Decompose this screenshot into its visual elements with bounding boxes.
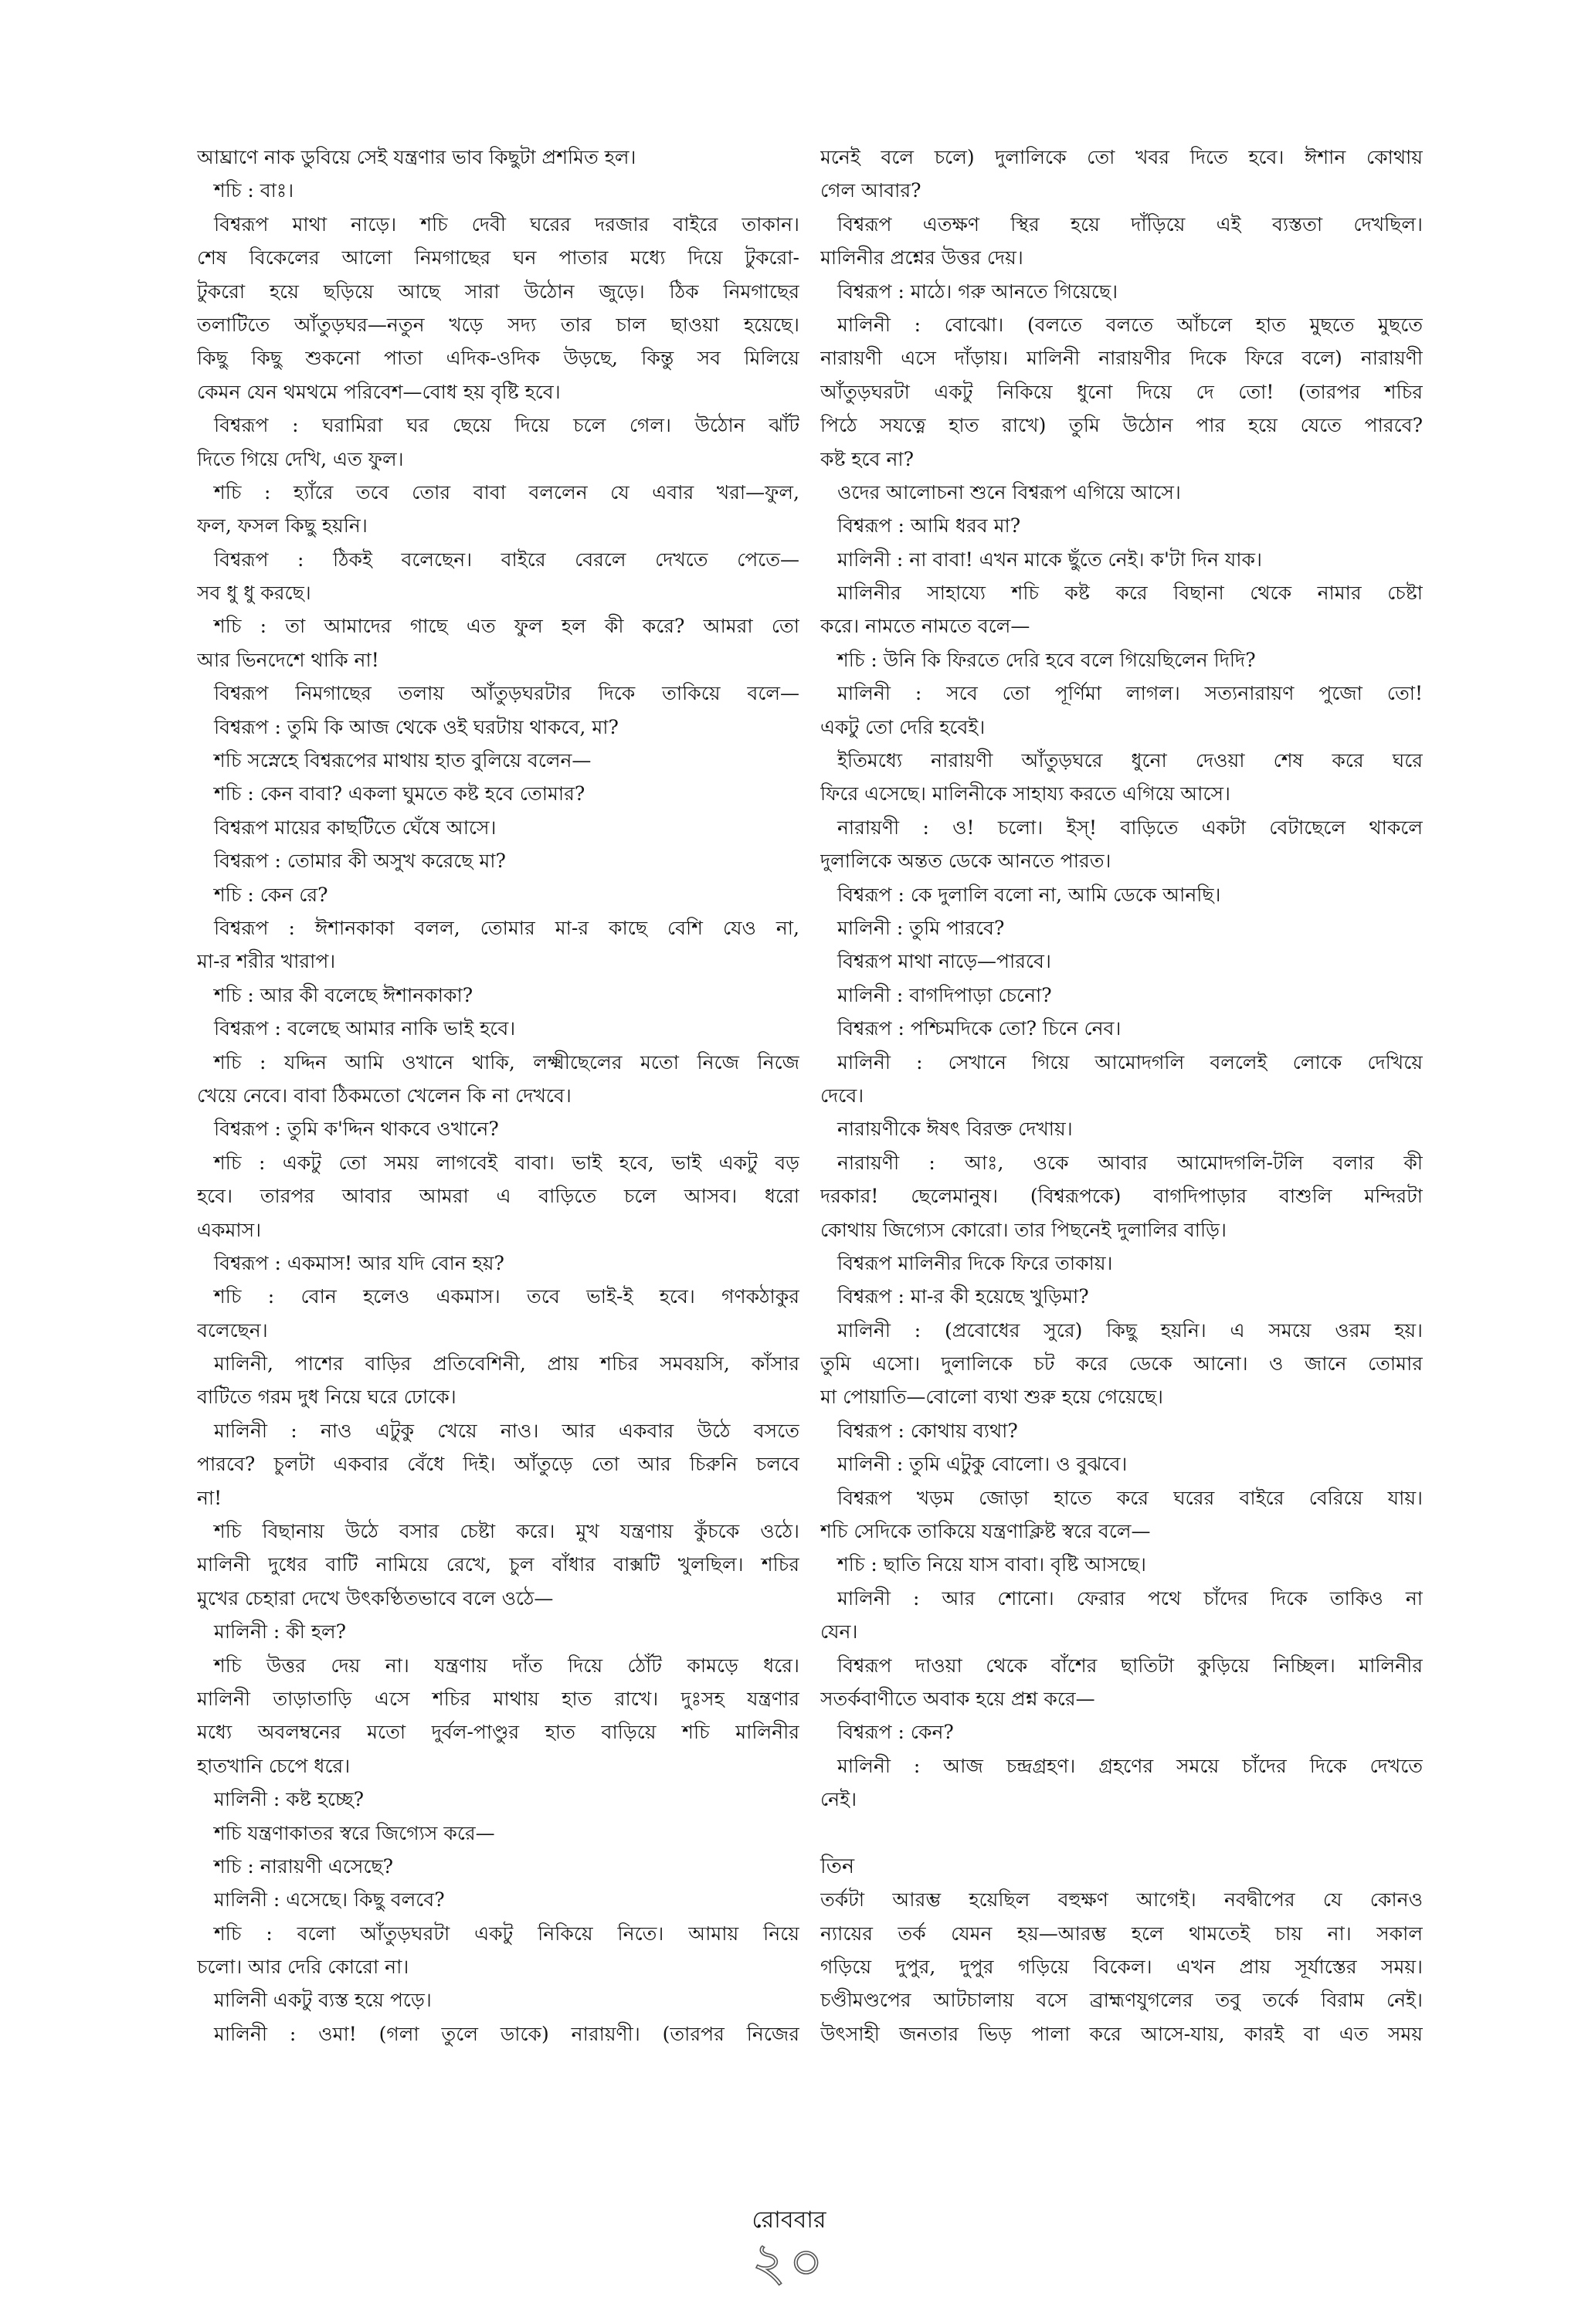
text-line: বিশ্বরূপ : আমি ধরব মা? — [837, 514, 1021, 538]
left-text-column — [197, 141, 799, 2051]
text-line: বিশ্বরূপ নিমগাছের তলায় আঁতুড়ঘরটার দিকে তাকিয়ে বলে— — [214, 682, 799, 705]
text-line: মালিনী : নাও এটুকু খেয়ে নাও। আর একবার উঠে বসতে — [214, 1419, 799, 1442]
text-line: মালিনী : আর শোনো। ফেরার পথে চাঁদের দিকে তাকিও না — [837, 1586, 1423, 1610]
text-line: শচি সস্নেহে বিশ্বরূপের মাথায় হাত বুলিয়ে বলেন— — [214, 749, 592, 772]
text-line: বিশ্বরূপ মায়ের কাছটিতে ঘেঁষে আসে। — [214, 816, 497, 839]
text-line: নেই। — [820, 1788, 857, 1811]
text-line: শেষ বিকেলের আলো নিমগাছের ঘন পাতার মধ্যে দিয়ে টুকরো- — [197, 246, 799, 270]
text-line: কোথায় জিগ্যেস কোরো। তার পিছনেই দুলালির বাড়ি। — [820, 1218, 1227, 1241]
text-line: টুকরো হয়ে ছড়িয়ে আছে সারা উঠোন জুড়ে। ঠিক নিমগাছের — [197, 280, 799, 303]
text-line: চণ্ডীমণ্ডপের আটচালায় বসে ব্রাহ্মণযুগলের তবু তর্কে বিরাম নেই। — [820, 1989, 1423, 2012]
text-line: নারায়ণীকে ঈষৎ বিরক্ত দেখায়। — [837, 1118, 1073, 1141]
text-line: একটু তো দেরি হবেই। — [820, 715, 986, 738]
text-line: মালিনীর প্রশ্নের উত্তর দেয়। — [820, 246, 1023, 270]
text-line: কেমন যেন থমথমে পরিবেশ—বোধ হয় বৃষ্টি হবে। — [197, 380, 561, 403]
text-line: শচি : নারায়ণী এসেছে? — [214, 1854, 394, 1878]
text-line: দিতে গিয়ে দেখি, এত ফুল। — [197, 447, 404, 470]
text-line: বাটিতে গরম দুধ নিয়ে ঘরে ঢোকে। — [197, 1386, 456, 1409]
text-line: শচি বিছানায় উঠে বসার চেষ্টা করে। মুখ যন্ত্রণায় কুঁচকে ওঠে। — [214, 1520, 799, 1543]
text-line: উৎসাহী জনতার ভিড় পালা করে আসে-যায়, কারই বা এত সময় — [820, 2022, 1423, 2045]
text-line: শচি : যদ্দিন আমি ওখানে থাকি, লক্ষ্মীছেলের মতো নিজে নিজে — [214, 1050, 799, 1074]
text-line: মালিনী তাড়াতাড়ি এসে শচির মাথায় হাত রাখে। দুঃসহ যন্ত্রণার — [197, 1687, 799, 1710]
text-line: তর্কটা আরম্ভ হয়েছিল বহুক্ষণ আগেই। নবদ্বীপের যে কোনও — [820, 1888, 1423, 1912]
text-line: মালিনী : না বাবা! এখন মাকে ছুঁতে নেই। ক'টা দিন যাক। — [837, 548, 1262, 571]
text-line: মালিনী দুধের বাটি নামিয়ে রেখে, চুল বাঁধার বাক্সটি খুলছিল। শচির — [197, 1553, 799, 1576]
text-line: শচি : উনি কি ফিরতে দেরি হবে বলে গিয়েছিলেন দিদি? — [837, 648, 1256, 671]
text-line: ন্যায়ের তর্ক যেমন হয়—আরম্ভ হলে থামতেই চায় না। সকাল — [820, 1922, 1423, 1945]
text-line: সতর্কবাণীতে অবাক হয়ে প্রশ্ন করে— — [820, 1687, 1095, 1710]
text-line: শচি : বলো আঁতুড়ঘরটা একটু নিকিয়ে নিতে। আমায় নিয়ে — [214, 1922, 799, 1945]
text-line: যেন। — [820, 1620, 858, 1644]
text-line: বিশ্বরূপ এতক্ষণ স্থির হয়ে দাঁড়িয়ে এই ব্যস্ততা দেখছিল। — [837, 212, 1423, 236]
text-line: বিশ্বরূপ দাওয়া থেকে বাঁশের ছাতিটা কুড়িয়ে নিচ্ছিল। মালিনীর — [837, 1654, 1423, 1677]
text-line: মালিনী : এসেছে। কিছু বলবে? — [214, 1888, 445, 1912]
text-line: নারায়ণী : ও! চলো। ইস্! বাড়িতে একটা বেটাছেলে থাকলে — [837, 816, 1423, 839]
text-line: বিশ্বরূপ : তুমি ক'দ্দিন থাকবে ওখানে? — [214, 1118, 499, 1141]
text-line: বিশ্বরূপ : তোমার কী অসুখ করেছে মা? — [214, 850, 506, 873]
text-line: ইতিমধ্যে নারায়ণী আঁতুড়ঘরে ধুনো দেওয়া শেষ করে ঘরে — [837, 749, 1423, 772]
text-line: দেবে। — [820, 1084, 864, 1107]
text-line: বিশ্বরূপ : একমাস! আর যদি বোন হয়? — [214, 1251, 504, 1274]
text-line: হবে। তারপর আবার আমরা এ বাড়িতে চলে আসব। ধরো — [197, 1185, 799, 1208]
magazine-name: রোববার — [752, 2207, 826, 2234]
text-line: তলাটিতে আঁতুড়ঘর—নতুন খড়ে সদ্য তার চাল ছাওয়া হয়েছে। — [197, 313, 799, 336]
text-line: বিশ্বরূপ : পশ্চিমদিকে তো? চিনে নেব। — [837, 1017, 1122, 1040]
text-line: বিশ্বরূপ মালিনীর দিকে ফিরে তাকায়। — [837, 1251, 1113, 1274]
text-line: বিশ্বরূপ : ঠিকই বলেছেন। বাইরে বেরলে দেখতে পেতে— — [214, 548, 799, 571]
text-line: খেয়ে নেবে। বাবা ঠিকমতো খেলেন কি না দেখবে। — [197, 1084, 572, 1107]
right-text-column — [820, 141, 1423, 2051]
text-line: শচি সেদিকে তাকিয়ে যন্ত্রণাক্লিষ্ট স্বরে বলে— — [820, 1520, 1151, 1543]
text-line: মালিনীর সাহায্যে শচি কষ্ট করে বিছানা থেকে নামার চেষ্টা — [837, 582, 1423, 605]
text-line: একমাস। — [197, 1218, 262, 1241]
text-line: শচি : বোন হলেও একমাস। তবে ভাই-ই হবে। গণকঠাকুর — [214, 1285, 799, 1308]
text-line: শচি : একটু তো সময় লাগবেই বাবা। ভাই হবে, ভাই একটু বড় — [214, 1151, 799, 1174]
text-line: গড়িয়ে দুপুর, দুপুর গড়িয়ে বিকেল। এখন প্রায় সূর্যাস্তের সময়। — [820, 1956, 1423, 1979]
text-line: মালিনী : সবে তো পূর্ণিমা লাগল। সত্যনারায়ণ পুজো তো! — [837, 682, 1423, 705]
text-line: পারবে? চুলটা একবার বেঁধে দিই। আঁতুড়ে তো আর চিরুনি চলবে — [197, 1453, 799, 1476]
text-line: শচি : বাঃ। — [214, 179, 294, 202]
section-gap — [820, 1817, 1423, 1850]
text-line: মনেই বলে চলে) দুলালিকে তো খবর দিতে হবে। ঈশান কোথায় — [820, 146, 1423, 168]
text-line: বিশ্বরূপ : ঈশানকাকা বলল, তোমার মা-র কাছে বেশি যেও না, — [214, 916, 799, 939]
text-line: আঘ্রাণে নাক ডুবিয়ে সেই যন্ত্রণার ভাব কিছুটা প্রশমিত হল। — [197, 146, 636, 168]
text-line: মালিনী, পাশের বাড়ির প্রতিবেশিনী, প্রায় শচির সমবয়সি, কাঁসার — [214, 1352, 799, 1376]
text-line: নারায়ণী : আঃ, ওকে আবার আমোদগলি-টলি বলার কী — [837, 1151, 1423, 1174]
text-line: শচি : ছাতি নিয়ে যাস বাবা। বৃষ্টি আসছে। — [837, 1553, 1146, 1576]
text-line: মালিনী : সেখানে গিয়ে আমোদগলি বললেই লোকে দেখিয়ে — [837, 1050, 1423, 1074]
page-number: ২০ — [752, 2232, 826, 2293]
section-heading: তিন — [820, 1854, 855, 1878]
text-line: মালিনী : তুমি এটুকু বোলো। ও বুঝবে। — [837, 1453, 1128, 1476]
text-line: বলেছেন। — [197, 1318, 268, 1342]
text-line: শচি : হ্যাঁরে তবে তোর বাবা বললেন যে এবার খরা—ফুল, — [214, 480, 799, 504]
text-line: বিশ্বরূপ খড়ম জোড়া হাতে করে ঘরের বাইরে বেরিয়ে যায়। — [837, 1486, 1423, 1509]
text-line: বিশ্বরূপ মাথা নাড়ে—পারবে। — [837, 950, 1051, 973]
text-line: তুমি এসো। দুলালিকে চট করে ডেকে আনো। ও জানে তোমার — [820, 1352, 1423, 1376]
text-line: আঁতুড়ঘরটা একটু নিকিয়ে ধুনো দিয়ে দে তো! (তারপর শচির — [820, 380, 1423, 403]
text-line: গেল আবার? — [820, 179, 921, 202]
text-line: শচি যন্ত্রণাকাতর স্বরে জিগ্যেস করে— — [214, 1821, 495, 1844]
text-line: শচি : কেন বাবা? একলা ঘুমতে কষ্ট হবে তোমার? — [214, 782, 585, 806]
text-line: ওদের আলোচনা শুনে বিশ্বরূপ এগিয়ে আসে। — [837, 480, 1181, 504]
text-line: মালিনী : কী হল? — [214, 1620, 347, 1644]
text-line: বিশ্বরূপ : মাঠে। গরু আনতে গিয়েছে। — [837, 280, 1118, 303]
text-line: দুলালিকে অন্তত ডেকে আনতে পারত। — [820, 850, 1111, 873]
text-line: মুখের চেহারা দেখে উৎকণ্ঠিতভাবে বলে ওঠে— — [197, 1586, 554, 1610]
text-line: হাতখানি চেপে ধরে। — [197, 1754, 351, 1777]
text-line: বিশ্বরূপ মাথা নাড়ে। শচি দেবী ঘরের দরজার বাইরে তাকান। — [214, 212, 799, 236]
text-line: ফল, ফসল কিছু হয়নি। — [197, 514, 368, 538]
text-line: চলো। আর দেরি কোরো না। — [197, 1956, 409, 1979]
text-line: শচি উত্তর দেয় না। যন্ত্রণায় দাঁত দিয়ে ঠোঁট কামড়ে ধরে। — [214, 1654, 799, 1677]
right-column-dialogue — [820, 141, 1423, 1817]
text-line: কিছু কিছু শুকনো পাতা এদিক-ওদিক উড়ছে, কিন্তু সব মিলিয়ে — [197, 347, 799, 370]
text-line: করে। নামতে নামতে বলে— — [820, 615, 1030, 638]
text-line: দরকার! ছেলেমানুষ। (বিশ্বরূপকে) বাগদিপাড়ার বাশুলি মন্দিরটা — [820, 1185, 1423, 1208]
text-line: না! — [197, 1486, 222, 1509]
text-line: মালিনী : বোঝো। (বলতে বলতে আঁচলে হাত মুছতে মুছতে — [837, 313, 1423, 336]
text-line: বিশ্বরূপ : ঘরামিরা ঘর ছেয়ে দিয়ে চলে গেল। উঠোন ঝাঁট — [214, 414, 799, 437]
text-line: মা-র শরীর খারাপ। — [197, 950, 336, 973]
text-line: পিঠে সযত্নে হাত রাখে) তুমি উঠোন পার হয়ে যেতে পারবে? — [820, 414, 1423, 437]
text-line: বিশ্বরূপ : কোথায় ব্যথা? — [837, 1419, 1018, 1442]
text-line: মালিনী : আজ চন্দ্রগ্রহণ। গ্রহণের সময়ে চাঁদের দিকে দেখতে — [837, 1754, 1423, 1777]
text-line: মালিনী : (প্রবোধের সুরে) কিছু হয়নি। এ সময়ে ওরম হয়। — [837, 1318, 1423, 1342]
text-line: মালিনী : ওমা! (গলা তুলে ডাকে) নারায়ণী। (তারপর নিজের — [214, 2022, 799, 2045]
text-line: বিশ্বরূপ : কে দুলালি বলো না, আমি ডেকে আনছি। — [837, 883, 1221, 906]
text-line: মধ্যে অবলম্বনের মতো দুর্বল-পাণ্ডুর হাত বাড়িয়ে শচি মালিনীর — [197, 1721, 799, 1744]
text-line: মালিনী একটু ব্যস্ত হয়ে পড়ে। — [214, 1989, 432, 2012]
text-line: নারায়ণী এসে দাঁড়ায়। মালিনী নারায়ণীর দিকে ফিরে বলে) নারায়ণী — [820, 347, 1423, 370]
text-line: শচি : কেন রে? — [214, 883, 328, 906]
text-line: মালিনী : কষ্ট হচ্ছে? — [214, 1788, 364, 1811]
text-line: মা পোয়াতি—বোলো ব্যথা শুরু হয়ে গেয়েছে। — [820, 1386, 1163, 1409]
text-line: আর ভিনদেশে থাকি না! — [197, 648, 379, 671]
text-line: মালিনী : বাগদিপাড়া চেনো? — [837, 983, 1052, 1006]
text-line: শচি : তা আমাদের গাছে এত ফুল হল কী করে? আমরা তো — [214, 615, 799, 638]
text-line: মালিনী : তুমি পারবে? — [837, 916, 1005, 939]
text-line: বিশ্বরূপ : বলেছে আমার নাকি ভাই হবে। — [214, 1017, 516, 1040]
text-line: কষ্ট হবে না? — [820, 447, 915, 470]
text-line: বিশ্বরূপ : তুমি কি আজ থেকে ওই ঘরটায় থাকবে, মা? — [214, 715, 619, 738]
text-line: বিশ্বরূপ : কেন? — [837, 1721, 954, 1744]
text-line: সব ধু ধু করছে। — [197, 582, 311, 605]
text-line: শচি : আর কী বলেছে ঈশানকাকা? — [214, 983, 473, 1006]
text-line: ফিরে এসেছে। মালিনীকে সাহায্য করতে এগিয়ে আসে। — [820, 782, 1230, 806]
text-line: বিশ্বরূপ : মা-র কী হয়েছে খুড়িমা? — [837, 1285, 1089, 1308]
right-column-section-three — [820, 1883, 1423, 2051]
